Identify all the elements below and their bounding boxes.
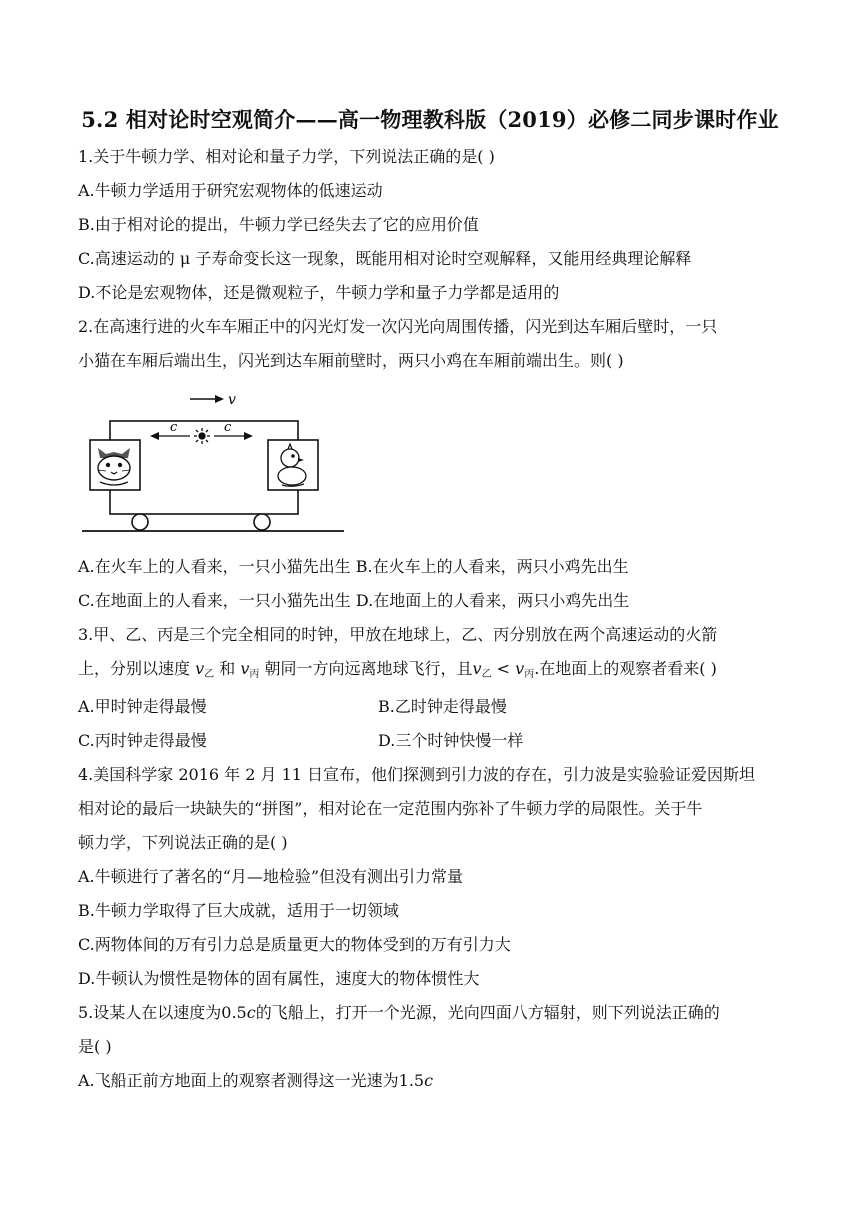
q3-stem-line1: 3.甲、乙、丙是三个完全相同的时钟，甲放在地球上，乙、丙分别放在两个高速运动的火箭: [78, 625, 718, 644]
q4-option-d: D.牛顿认为惯性是物体的固有属性，速度大的物体惯性大: [78, 969, 480, 988]
q3-v-bing-subscript: 丙: [249, 669, 260, 680]
q3-inequality: [473, 659, 535, 678]
flash-lamp-icon: [194, 428, 210, 444]
q1-option-c: C.高速运动的 μ 子寿命变长这一现象，既能用相对论时空观解释，又能用经典理论解释: [78, 249, 692, 268]
q2-options-ab: A.在火车上的人看来，一只小猫先出生 B.在火车上的人看来，两只小鸡先出生: [78, 557, 629, 576]
q1-option-b: B.由于相对论的提出，牛顿力学已经失去了它的应用价值: [78, 215, 479, 234]
q5-speed-c: c: [246, 1003, 256, 1022]
q5-stem-line1: [78, 1002, 720, 1024]
q3-ineq-sub2: 丙: [524, 669, 535, 680]
q5-text-a: 5.设某人在以速度为: [78, 1003, 222, 1022]
light-speed-right-label: c: [224, 420, 232, 435]
q1-stem: 1.关于牛顿力学、相对论和量子力学，下列说法正确的是( ): [78, 147, 495, 166]
q1-option-d: D.不论是宏观物体，还是微观粒子，牛顿力学和量子力学都是适用的: [78, 283, 560, 302]
q3-option-d: D.三个时钟快慢一样: [378, 731, 524, 750]
light-ray-right-head: [244, 432, 253, 440]
q3-v-yi-subscript: 乙: [204, 669, 215, 680]
q3-v-bing: [240, 659, 259, 678]
q3-text-c: 朝同一方向远离地球飞行，且: [264, 659, 473, 678]
light-speed-left-label: c: [170, 420, 178, 435]
q2-options-cd: C.在地面上的人看来，一只小猫先出生 D.在地面上的人看来，两只小鸡先出生: [78, 591, 630, 610]
velocity-label: v: [228, 392, 236, 408]
light-ray-left-head: [150, 432, 159, 440]
train-figure: [78, 388, 348, 538]
q4-stem-line2: 相对论的最后一块缺失的“拼图”，相对论在一定范围内弥补了牛顿力学的局限性。关于牛: [78, 799, 703, 818]
page-title: 5.2 相对论时空观简介——高一物理教科版（2019）必修二同步课时作业: [81, 107, 779, 132]
q5-option-a-value: 1.5: [398, 1071, 425, 1090]
kitten-picture: [90, 440, 140, 490]
q3-text-b: 和: [219, 659, 236, 678]
q2-stem-line2: 小猫在车厢后端出生，闪光到达车厢前壁时，两只小鸡在车厢前端出生。则( ): [78, 351, 624, 370]
q3-v-yi-symbol: v: [195, 659, 205, 678]
q3-options-ab: [78, 696, 207, 718]
q3-ineq-v1: v: [472, 659, 482, 678]
q3-ineq-lt: <: [491, 659, 516, 678]
q2-stem-line1: 2.在高速行进的火车车厢正中的闪光灯发一次闪光向周围传播，闪光到达车厢后壁时，一只: [78, 317, 718, 336]
q4-option-a: A.牛顿进行了著名的“月—地检验”但没有测出引力常量: [78, 867, 464, 886]
q3-text-a: 上，分别以速度: [78, 659, 191, 678]
q4-stem-line1: 4.美国科学家 2016 年 2 月 11 日宣布，他们探测到引力波的存在，引力波是实验验证爱因斯坦: [78, 765, 756, 784]
q3-v-yi: [195, 659, 214, 678]
q3-v-bing-symbol: v: [240, 659, 250, 678]
q3-option-a: A.甲时钟走得最慢: [78, 697, 207, 716]
q4-stem-line3: 顿力学，下列说法正确的是( ): [78, 833, 288, 852]
chick-picture: [268, 440, 318, 490]
q3-ineq-sub1: 乙: [481, 669, 492, 680]
q3-option-c: C.丙时钟走得最慢: [78, 731, 207, 750]
q5-option-a-c: c: [424, 1071, 434, 1090]
q3-option-b: B.乙时钟走得最慢: [378, 697, 507, 716]
q5-stem-line2: 是( ): [78, 1037, 112, 1056]
wheel-rear: [132, 514, 148, 530]
q3-text-d: .在地面上的观察者看来( ): [534, 659, 717, 678]
q5-option-a-text: A.飞船正前方地面上的观察者测得这一光速为: [78, 1071, 399, 1090]
q5-speed-value: 0.5: [221, 1003, 247, 1022]
q4-option-b: B.牛顿力学取得了巨大成就，适用于一切领域: [78, 901, 399, 920]
q5-option-a: [78, 1070, 433, 1092]
q5-text-b: 的飞船上，打开一个光源，光向四面八方辐射，则下列说法正确的: [255, 1003, 720, 1022]
velocity-arrowhead: [215, 395, 224, 403]
q4-option-c: C.两物体间的万有引力总是质量更大的物体受到的万有引力大: [78, 935, 511, 954]
q3-ineq-v2: v: [515, 659, 525, 678]
q3-stem-line2: [78, 658, 717, 686]
wheel-front: [254, 514, 270, 530]
q1-option-a: A.牛顿力学适用于研究宏观物体的低速运动: [78, 181, 383, 200]
